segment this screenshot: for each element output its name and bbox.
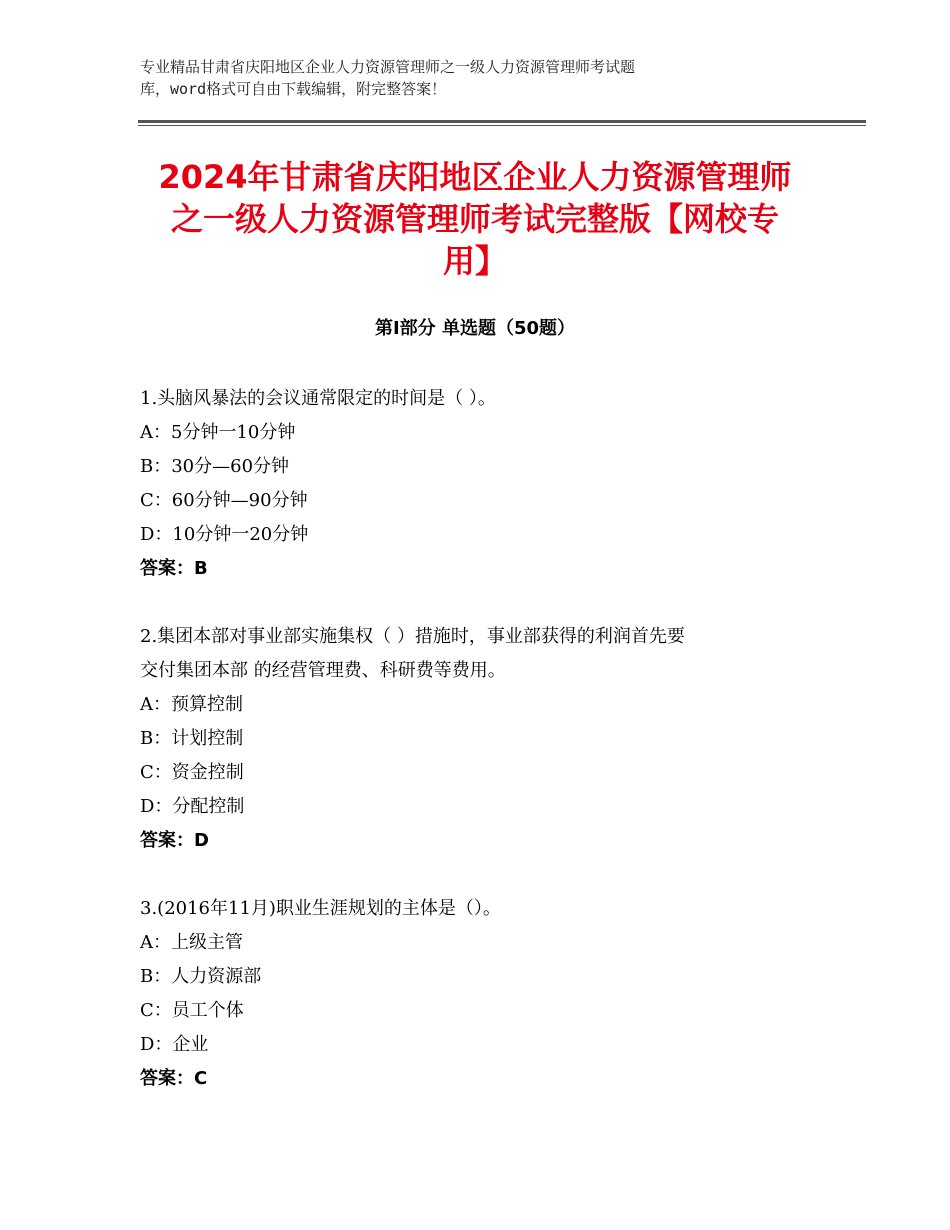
section-title: 第Ⅰ部分 单选题（50题） xyxy=(374,318,575,339)
option-a: A：预算控制 xyxy=(140,694,243,715)
question-stem: 3.(2016年11月)职业生涯规划的主体是（）。 xyxy=(140,898,501,919)
question-list xyxy=(140,382,820,1130)
document-title-line-2: 之一级人力资源管理师考试完整版【网校专 xyxy=(170,200,779,238)
question-3 xyxy=(140,892,820,1096)
option-d: D：企业 xyxy=(140,1034,209,1055)
document-title xyxy=(140,156,810,282)
question-stem: 1.头脑风暴法的会议通常限定的时间是（ ）。 xyxy=(140,388,496,409)
question-stem-continued: 交付集团本部 的经营管理费、科研费等费用。 xyxy=(140,660,506,681)
header-note-line-1: 专业精品甘肃省庆阳地区企业人力资源管理师之一级人力资源管理师考试题 xyxy=(140,58,636,76)
header-note xyxy=(140,56,840,100)
question-2 xyxy=(140,620,820,858)
answer-label: 答案：C xyxy=(140,1068,208,1089)
document-title-line-1: 2024年甘肃省庆阳地区企业人力资源管理师 xyxy=(158,158,792,196)
question-1 xyxy=(140,382,820,586)
option-b: B：人力资源部 xyxy=(140,966,262,987)
option-a: A：5分钟一10分钟 xyxy=(140,422,296,443)
answer-label: 答案：B xyxy=(140,558,208,579)
answer-label: 答案：D xyxy=(140,830,209,851)
option-c: C：资金控制 xyxy=(140,762,244,783)
option-b: B：30分—60分钟 xyxy=(140,456,290,477)
header-divider xyxy=(138,120,866,123)
option-d: D：分配控制 xyxy=(140,796,245,817)
option-a: A：上级主管 xyxy=(140,932,243,953)
option-b: B：计划控制 xyxy=(140,728,244,749)
question-stem: 2.集团本部对事业部实施集权（ ）措施时，事业部获得的利润首先要 xyxy=(140,626,685,647)
header-note-line-2: 库，word格式可自由下载编辑，附完整答案！ xyxy=(140,80,447,98)
option-c: C：60分钟—90分钟 xyxy=(140,490,308,511)
option-c: C：员工个体 xyxy=(140,1000,244,1021)
document-title-line-3: 用】 xyxy=(442,242,507,280)
option-d: D：10分钟一20分钟 xyxy=(140,524,309,545)
